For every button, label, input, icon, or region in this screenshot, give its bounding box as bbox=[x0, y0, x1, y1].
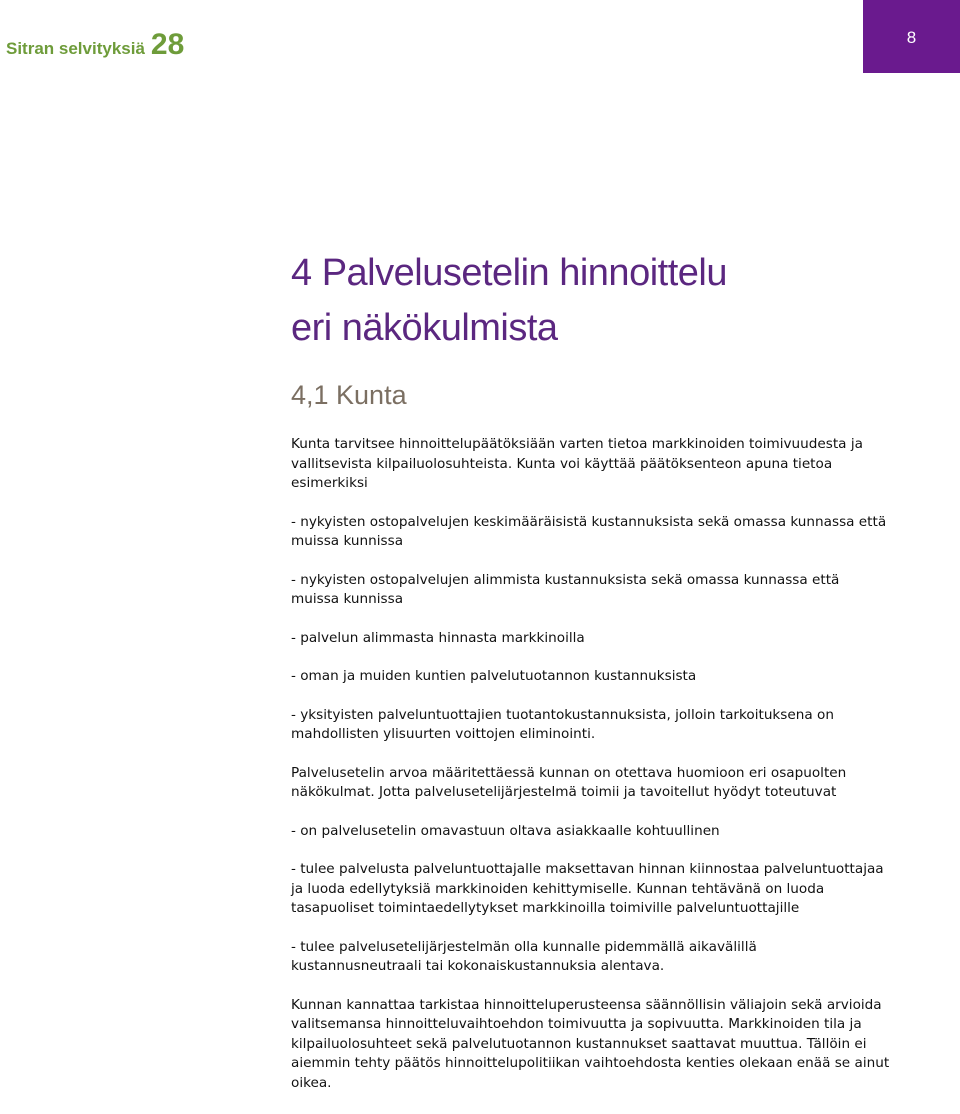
chapter-title-line-2: eri näkökulmista bbox=[291, 307, 558, 349]
list-item: - yksityisten palveluntuottajien tuotantokustannuksista, jolloin tarkoituksena on mahdollisten ylisuurten voittojen eliminointi. bbox=[291, 706, 834, 742]
publication-series-header bbox=[6, 28, 184, 62]
page-number: 8 bbox=[906, 27, 917, 47]
series-number: 28 bbox=[150, 28, 185, 61]
page-number-badge bbox=[863, 0, 960, 73]
paragraph-intro: Kunta tarvitsee hinnoittelupäätöksiään varten tietoa markkinoiden toimivuudesta ja vallitsevista kilpailuolosuhteista. Kunta voi käyttää päätöksenteon apuna tietoa esimerkiksi bbox=[291, 436, 863, 491]
list-item: - nykyisten ostopalvelujen keskimääräisistä kustannuksista sekä omassa kunnassa että muissa kunnissa bbox=[291, 513, 887, 549]
chapter-title bbox=[291, 246, 727, 356]
list-item: - tulee palvelusta palveluntuottajalle maksettavan hinnan kiinnostaa palveluntuottajaa ja luoda edellytyksiä markkinoiden kehittymiselle. Kunnan tehtävänä on luoda tasapuoliset toimintaedellytykset markkinoilla toimiville palveluntuottajille bbox=[291, 861, 884, 916]
list-item: - tulee palvelusetelijärjestelmän olla kunnalle pidemmällä aikavälillä kustannusneutraali tai kokonaiskustannuksia alentava. bbox=[291, 938, 757, 974]
list-item: - on palvelusetelin omavastuun oltava asiakkaalle kohtuullinen bbox=[291, 822, 720, 839]
body-text bbox=[291, 435, 891, 1112]
list-item: - nykyisten ostopalvelujen alimmista kustannuksista sekä omassa kunnassa että muissa kunnissa bbox=[291, 571, 840, 607]
paragraph-conclusion: Kunnan kannattaa tarkistaa hinnoitteluperusteensa säännöllisin väliajoin sekä arvioida valitsemansa hinnoitteluvaihtoehdon toimivuutta ja sopivuutta. Markkinoiden tila ja kilpailuolosuhteet sekä palvelutuotannon kustannukset saattavat muuttua. Tällöin ei aiemmin tehty päätös hinnoittelupolitiikan vaihtoehdosta kenties olekaan enää se ainut oikea. bbox=[291, 996, 890, 1091]
list-item: - palvelun alimmasta hinnasta markkinoilla bbox=[291, 629, 585, 646]
paragraph-perspectives: Palvelusetelin arvoa määritettäessä kunnan on otettava huomioon eri osapuolten näkökulmat. Jotta palvelusetelijärjestelmä toimii ja tavoitellut hyödyt toteutuvat bbox=[291, 764, 847, 800]
section-title: 4,1 Kunta bbox=[291, 380, 407, 410]
series-name: Sitran selvityksiä bbox=[6, 39, 145, 58]
chapter-title-line-1: 4 Palvelusetelin hinnoittelu bbox=[291, 252, 727, 294]
list-item: - oman ja muiden kuntien palvelutuotannon kustannuksista bbox=[291, 668, 697, 684]
